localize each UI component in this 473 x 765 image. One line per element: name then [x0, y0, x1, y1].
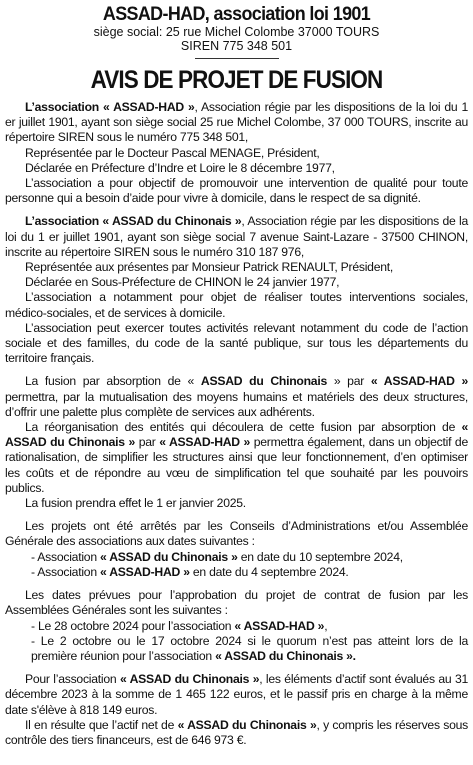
projects-approval-intro: Les projets ont été arrêtés par les Conseils d’Administrations et/ou Assemblée Générale des associations aux dates suivantes :: [5, 519, 468, 549]
had-purpose: L’association a pour objectif de promouvoir une intervention de qualité pour toute personne qui a besoin d’aide pour vivre à domicile, dans le respect de sa dignité.: [5, 176, 468, 206]
siren-number: SIREN 775 348 501: [180, 39, 293, 53]
chinonais-activities: L’association peut exercer toutes activités relevant notamment du code de l’action sociale et des familles, du code de la santé publique, sur tous les départements du territoire français.: [5, 320, 468, 366]
had-name: L’association « ASSAD-HAD »: [25, 100, 195, 114]
chinonais-purpose: L’association a notamment pour objet de réaliser toutes interventions sociales, médico-sociales, et de services à domicile.: [5, 290, 468, 320]
approval-date-item: - Association « ASSAD-HAD » en date du 4 septembre 2024.: [31, 564, 349, 579]
net-assets: Il en résulte que l’actif net de « ASSAD du Chinonais », y compris les réserves sous contrôle des tiers financeurs, est de 646 973 €.: [5, 717, 468, 747]
assembly-date-item: - Le 28 octobre 2024 pour l’association « ASSAD-HAD »,: [31, 618, 328, 633]
fusion-benefits: La fusion par absorption de « ASSAD du Chinonais » par « ASSAD-HAD » permettra, par la mutualisation des moyens humains et matériels des deux structures, d’offrir une palette plus complète de services aux adhérents.: [5, 374, 468, 419]
had-representative: Représentée par le Docteur Pascal MENAGE, Président,: [25, 145, 320, 160]
assets-valuation: Pour l’association « ASSAD du Chinonais », les éléments d’actif sont évalués au 31 décembre 2023 à la somme de 1 465 122 euros, et le passif pris en charge à la même date s'élève à 818 149 euros.: [5, 672, 468, 717]
assembly-dates-intro: Les dates prévues pour l’approbation du projet de contrat de fusion par les Assemblées Générales sont les suivantes :: [5, 588, 468, 618]
section-had-intro: L’association « ASSAD-HAD », Association régie par les dispositions de la loi du 1 er juillet 1901, ayant son siège social 25 rue Michel Colombe, 37 000 TOURS, inscrite au répertoire SIREN sous le numéro 775 348 501,: [5, 100, 468, 145]
had-declaration: Déclarée en Préfecture d’Indre et Loire le 8 décembre 1977,: [25, 160, 335, 175]
assembly-date-item: - Le 2 octobre ou le 17 octobre 2024 si le quorum n’est pas atteint lors de la première réunion pour l’association « ASSAD du Chinonais ».: [31, 633, 468, 663]
chinonais-name: L’association « ASSAD du Chinonais »: [25, 214, 242, 229]
section-chinonais-intro: L’association « ASSAD du Chinonais », Association régie par les dispositions de la loi du 1 er juillet 1901, ayant son siège social 7 avenue Saint-Lazare - 37500 CHINON, inscrite au répertoire SIREN sous le numéro 310 187 976,: [5, 214, 468, 259]
fusion-reorganisation: La réorganisation des entités qui découlera de cette fusion par absorption de « ASSAD du Chinonais » par « ASSAD-HAD » permettra également, dans un objectif de rationalisation, de simplifier les structures ainsi que leur fonctionnement, d’en optimiser les coûts et de répondre au vœu de simplification tel que souhaité par les pouvoirs publics.: [5, 420, 468, 495]
divider: [5, 58, 468, 59]
notice-title: AVIS DE PROJET DE FUSION: [90, 66, 383, 94]
chinonais-declaration: Déclarée en Sous-Préfecture de CHINON le 24 janvier 1977,: [25, 275, 340, 290]
notice-body: [5, 100, 468, 748]
association-title: ASSAD-HAD, association loi 1901: [102, 3, 371, 25]
approval-date-item: - Association « ASSAD du Chinonais » en date du 10 septembre 2024,: [31, 549, 403, 564]
chinonais-representative: Représentée aux présentes par Monsieur Patrick RENAULT, Président,: [25, 260, 394, 275]
head-office-address: siège social: 25 rue Michel Colombe 37000 TOURS: [93, 25, 380, 39]
fusion-effective-date: La fusion prendra effet le 1 er janvier 2025.: [25, 496, 246, 511]
